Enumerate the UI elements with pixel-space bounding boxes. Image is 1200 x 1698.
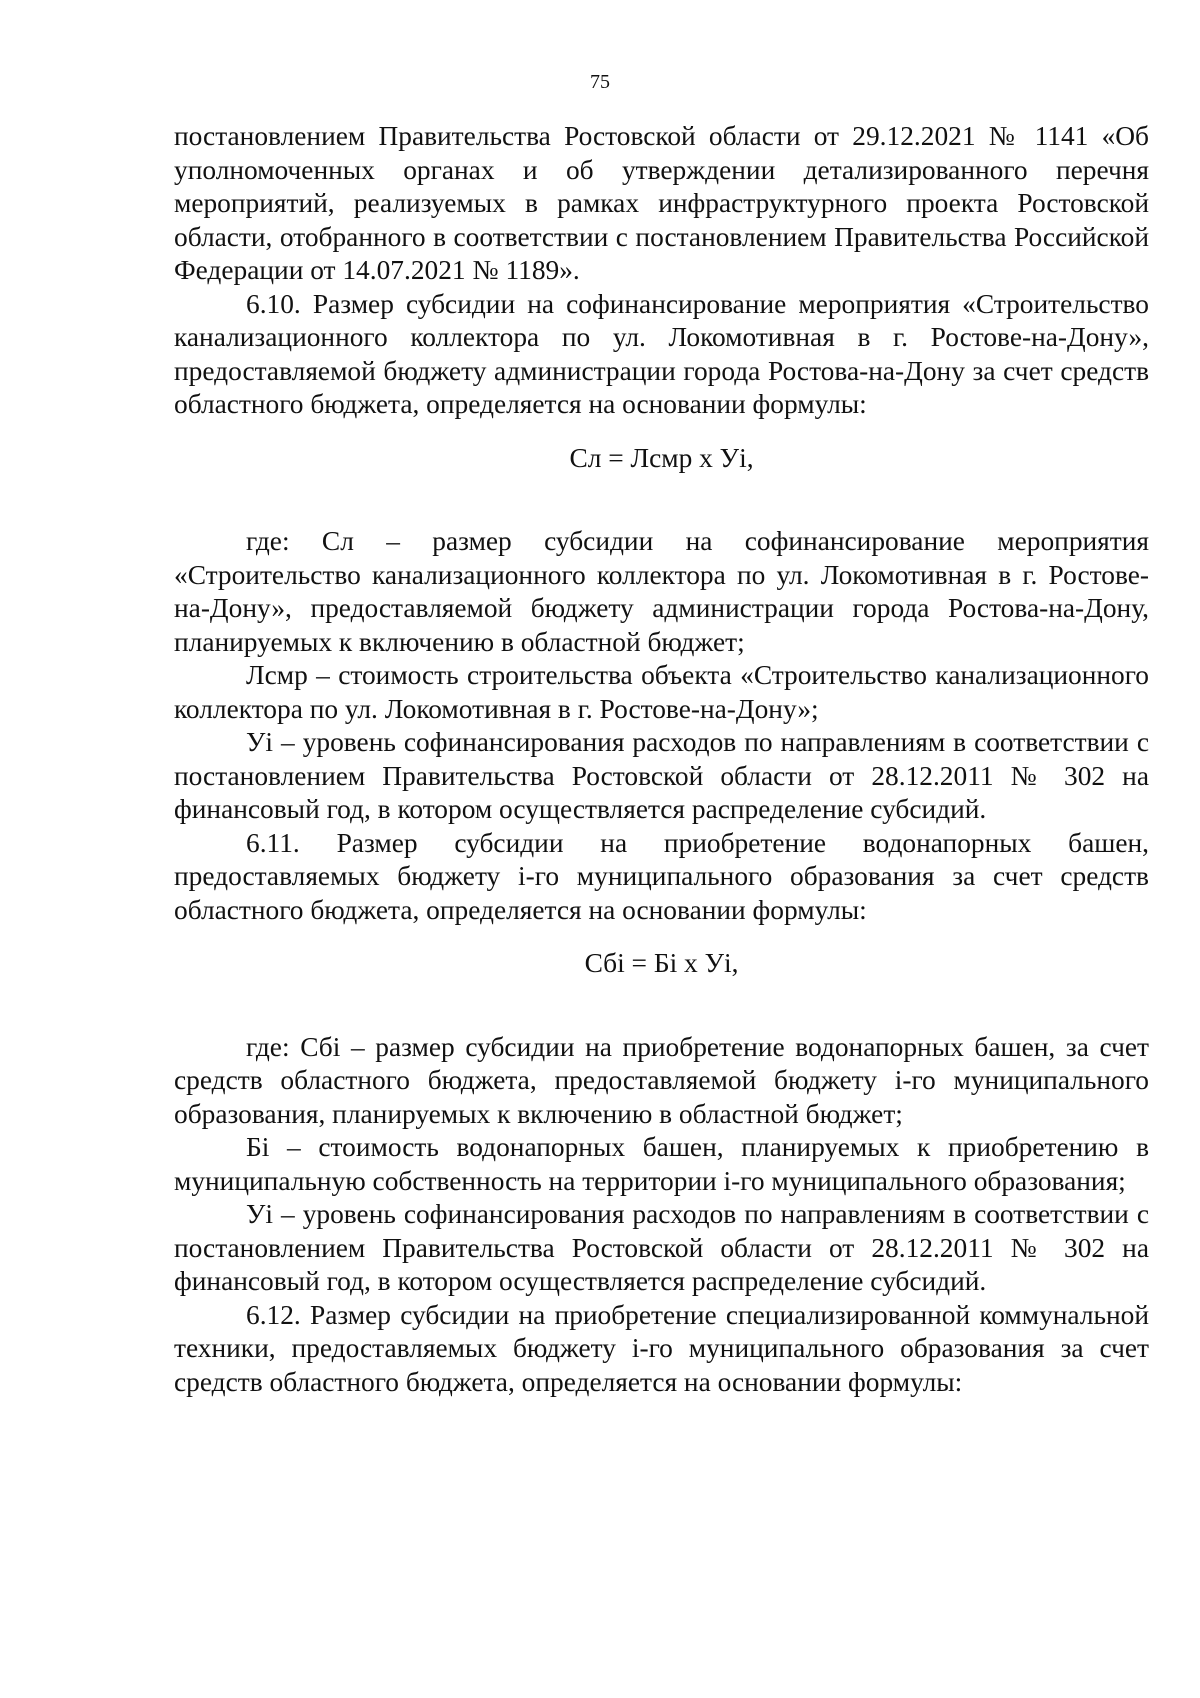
paragraph-continuation: постановлением Правительства Ростовской области от 29.12.2021 № 1141 «Об уполномоченных органах и об утверждении детализированного перечня мероприятий, реализуемых в рамках инфраструктурного проекта Ростовской области, отобранного в соответствии с постановлением Правительства Российской Федерации от 14.07.2021 № 1189».	[174, 121, 1149, 285]
paragraph-6-10: 6.10. Размер субсидии на софинансирование мероприятия «Строительство канализационного коллектора по ул. Локомотивная в г. Ростове-на-Дону», предоставляемой бюджету администрации города Ростова-на-Дону за счет средств областного бюджета, определяется на основании формулы:	[174, 288, 1149, 419]
paragraph-definition-lsmr: Лсмр – стоимость строительства объекта «Строительство канализационного коллектора по ул. Локомотивная в г. Ростове-на-Дону»;	[174, 660, 1149, 724]
page-number: 75	[590, 71, 610, 93]
paragraph-definition-bi: Бi – стоимость водонапорных башен, планируемых к приобретению в муниципальную собственность на территории i-го муниципального образования;	[174, 1132, 1149, 1196]
paragraph-definition-sbi: где: Сбi – размер субсидии на приобретение водонапорных башен, за счет средств областного бюджета, предоставляемой бюджету i-го муниципального образования, планируемых к включению в областной бюджет;	[174, 1031, 1149, 1129]
paragraph-definition-ui: Уi – уровень софинансирования расходов по направлениям в соответствии с постановлением Правительства Ростовской области от 28.12.2011 № 302 на финансовый год, в котором осуществляется распределение субсидий.	[174, 727, 1149, 824]
paragraph-6-12: 6.12. Размер субсидии на приобретение специализированной коммунальной техники, предоставляемых бюджету i-го муниципального образования за счет средств областного бюджета, определяется на основании формулы:	[174, 1299, 1149, 1397]
formula-sl: Сл = Лсмр х Уi,	[569, 442, 754, 473]
formula-sbi: Сбi = Бi х Уi,	[584, 948, 739, 978]
paragraph-definition-sl: где: Сл – размер субсидии на софинансирование мероприятия «Строительство канализационного коллектора по ул. Локомотивная в г. Ростове-на-Дону», предоставляемой бюджету администрации города Ростова-на-Дону, планируемых к включению в областной бюджет;	[174, 526, 1149, 657]
document-body	[174, 120, 1149, 1399]
paragraph-definition-ui-2: Уi – уровень софинансирования расходов по направлениям в соответствии с постановлением Правительства Ростовской области от 28.12.2011 № 302 на финансовый год, в котором осуществляется распределение субсидий.	[174, 1199, 1149, 1296]
paragraph-6-11: 6.11. Размер субсидии на приобретение водонапорных башен, предоставляемых бюджету i-го муниципального образования за счет средств областного бюджета, определяется на основании формулы:	[174, 827, 1149, 925]
